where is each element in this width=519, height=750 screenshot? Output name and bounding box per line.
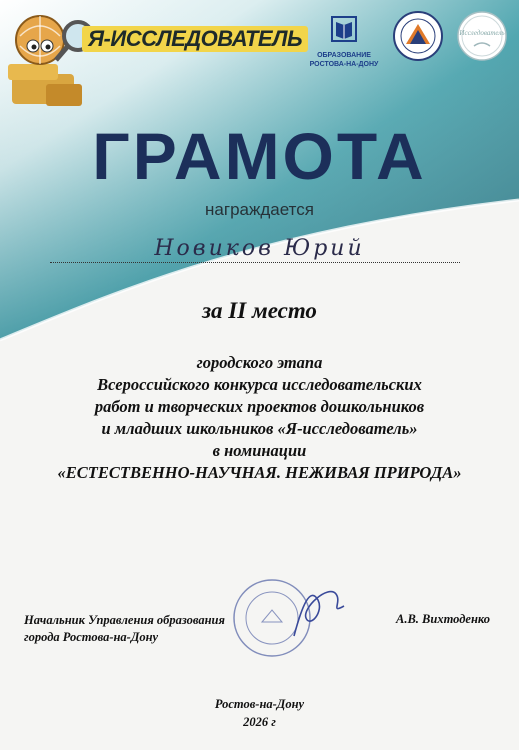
description-line: работ и творческих проектов дошкольников bbox=[94, 397, 425, 416]
footer-city: Ростов-на-Дону bbox=[214, 697, 305, 711]
award-place: за II место bbox=[202, 298, 317, 323]
education-rostov-logo bbox=[305, 14, 383, 69]
issledovatel-seal-text: Исследователь bbox=[459, 29, 505, 37]
description-line: «ЕСТЕСТВЕННО-НАУЧНАЯ. НЕЖИВАЯ ПРИРОДА» bbox=[57, 463, 462, 482]
edu-logo-line1: ОБРАЗОВАНИЕ bbox=[317, 52, 371, 59]
edu-logo-line2: РОСТОВА-НА-ДОНУ bbox=[309, 61, 379, 68]
awarded-label: награждается bbox=[205, 200, 314, 219]
logo-title: Я-ИССЛЕДОВАТЕЛЬ bbox=[82, 26, 308, 52]
handwritten-signature bbox=[294, 592, 344, 636]
description-line: городского этапа bbox=[196, 353, 323, 372]
description-line: в номинации bbox=[212, 441, 307, 460]
award-description bbox=[0, 352, 519, 484]
recipient-name: Новиков Юрий bbox=[154, 236, 365, 261]
ya-issledovatel-logo bbox=[6, 6, 274, 116]
signatory-position-line1: Начальник Управления образования bbox=[24, 613, 225, 627]
signatory-position bbox=[24, 612, 225, 646]
signatory-position-line2: города Ростова-на-Дону bbox=[24, 630, 159, 644]
official-stamp bbox=[232, 566, 352, 666]
university-seal-icon bbox=[392, 10, 444, 62]
education-book-icon bbox=[329, 14, 359, 44]
footer bbox=[0, 695, 519, 731]
footer-year: 2026 г bbox=[243, 715, 276, 729]
issledovatel-seal bbox=[456, 10, 508, 62]
signatory-name: А.В. Вихтоденко bbox=[396, 612, 491, 626]
description-line: и младших школьников «Я-исследователь» bbox=[101, 419, 418, 438]
description-line: Всероссийского конкурса исследовательских bbox=[97, 375, 422, 394]
certificate-title: ГРАМОТА bbox=[92, 119, 427, 193]
recipient-dotted-line bbox=[50, 262, 460, 263]
